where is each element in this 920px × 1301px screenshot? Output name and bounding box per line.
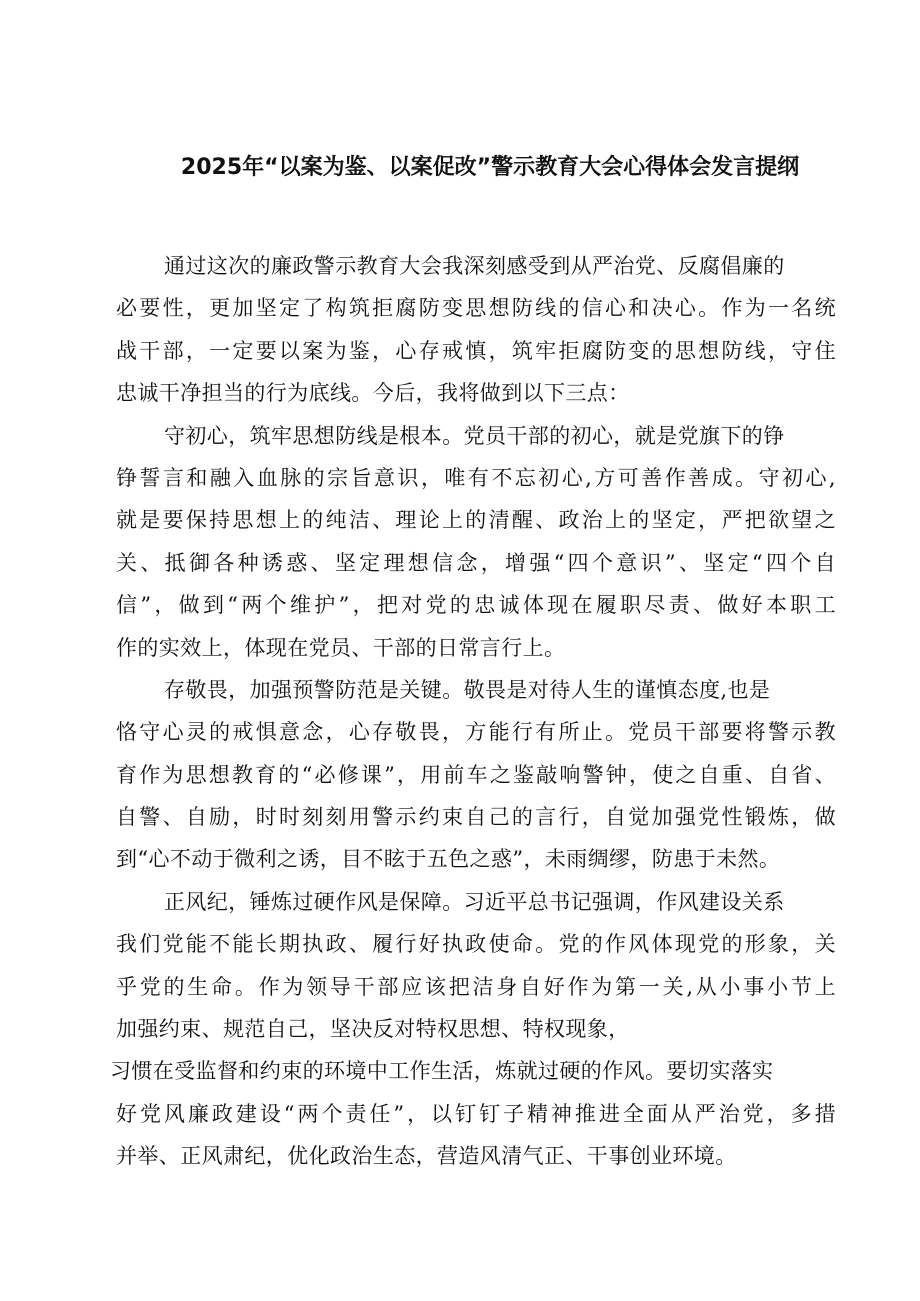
document-body [110,245,836,1178]
paragraph-line: 并举、正风肃纪，优化政治生态，营造风清气正、干事创业环境。 [116,1144,737,1169]
paragraph-line: 自警、自励，时时刻刻用警示约束自己的言行，自觉加强党性锻炼，做 [116,805,836,830]
paragraph-line: 忠诚干净担当的行为底线。今后，我将做到以下三点： [116,381,630,406]
paragraph-line: 育作为思想教育的“必修课”，用前车之鉴敲响警钟，使之自重、自省、 [116,762,836,787]
paragraph-line: 恪守心灵的戒惧意念，心存敬畏，方能行有所止。党员干部要将警示教 [116,720,836,745]
paragraph-line: 信”，做到“两个维护”，把对党的忠诚体现在履职尽责、做好本职工 [116,593,836,618]
paragraph-line: 加强约束、规范自己，坚决反对特权思想、特权现象， [116,1017,630,1042]
paragraph-line: 战干部，一定要以案为鉴，心存戒慎，筑牢拒腐防变的思想防线，守住 [116,338,836,363]
paragraph-line: 正风纪，锤炼过硬作风是保障。习近平总书记强调，作风建设关系 [164,889,785,914]
paragraph-line: 到“心不动于微利之诱，目不眩于五色之惑”，未雨绸缪，防患于未然。 [116,847,781,872]
document-title: 2025年“以案为鉴、以案促改”警示教育大会心得体会发言提纲 [180,155,800,180]
paragraph-line: 必要性，更加坚定了构筑拒腐防变思想防线的信心和决心。作为一名统 [116,296,836,321]
paragraph-line: 我们党能不能长期执政、履行好执政使命。党的作风体现党的形象，关 [116,932,836,957]
paragraph-line: 好党风廉政建设“两个责任”，以钉钉子精神推进全面从严治党，多措 [116,1101,836,1126]
paragraph-line: 铮誓言和融入血脉的宗旨意识，唯有不忘初心,方可善作善成。守初心, [116,465,836,490]
paragraph-line: 存敬畏，加强预警防范是关键。敬畏是对待人生的谨慎态度,也是 [164,677,771,702]
paragraph-line: 关、抵御各种诱惑、坚定理想信念，增强“四个意识”、坚定“四个自 [116,550,836,575]
paragraph-line: 作的实效上，体现在党员、干部的日常言行上。 [116,635,566,660]
paragraph-line: 通过这次的廉政警示教育大会我深刻感受到从严治党、反腐倡廉的 [164,254,785,278]
paragraph-line: 守初心，筑牢思想防线是根本。党员干部的初心，就是党旗下的铮 [164,423,785,448]
paragraph-line: 习惯在受监督和约束的环境中工作生活，炼就过硬的作风。要切实落实 [110,1059,774,1084]
paragraph-line: 就是要保持思想上的纯洁、理论上的清醒、政治上的坚定，严把欲望之 [116,508,836,533]
paragraph-line: 乎党的生命。作为领导干部应该把洁身自好作为第一关,从小事小节上 [116,974,836,999]
